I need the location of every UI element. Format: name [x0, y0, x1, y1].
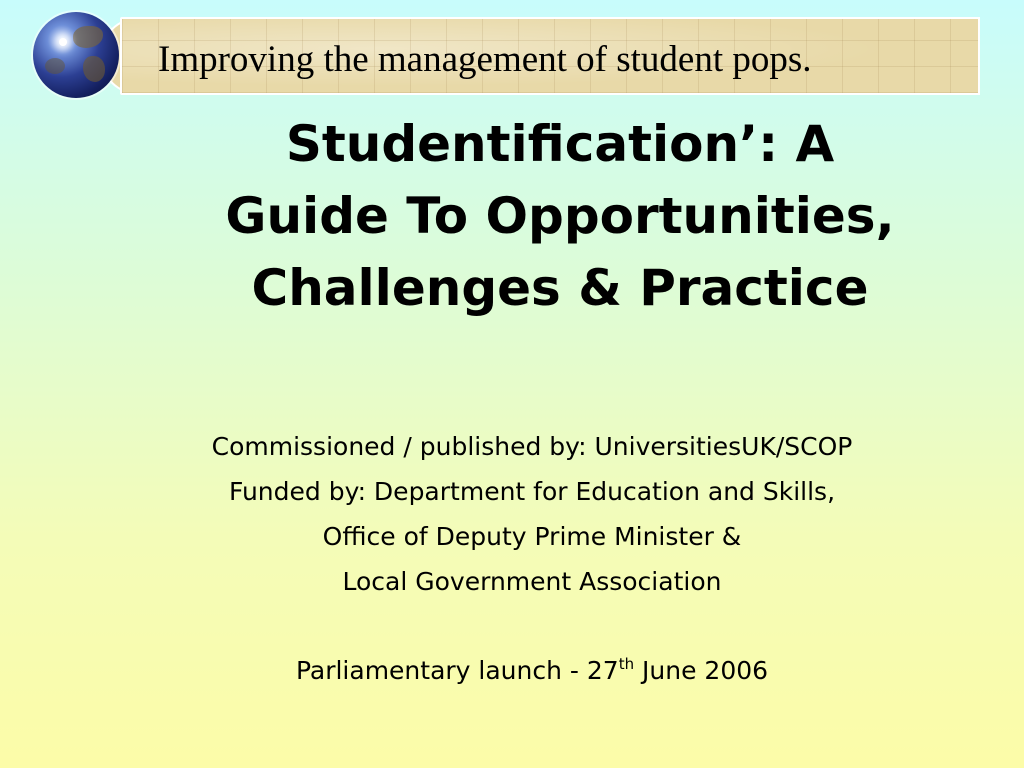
main-title-line: Studentification’: A: [285, 115, 835, 173]
main-title: [100, 108, 1020, 324]
launch-prefix: Parliamentary launch - 27: [295, 656, 619, 685]
main-title-line: Challenges & Practice: [251, 259, 869, 317]
globe-land-shape: [73, 26, 103, 48]
credits-block: [40, 424, 1024, 604]
credits-line: Commissioned / published by: UniversitiesUK/SCOP: [211, 432, 853, 461]
header-title: Improving the management of student pops.: [158, 39, 812, 80]
globe-icon: [33, 12, 119, 98]
launch-ordinal: th: [618, 655, 635, 673]
launch-date: [40, 648, 1024, 693]
globe-sparkle: [59, 38, 67, 46]
globe-land-shape: [83, 56, 105, 82]
launch-suffix: June 2006: [634, 656, 769, 685]
credits-line: Local Government Association: [342, 567, 722, 596]
main-title-line: Guide To Opportunities,: [225, 187, 895, 245]
credits-line: Funded by: Department for Education and Skills,: [228, 477, 836, 506]
credits-line: Office of Deputy Prime Minister &: [322, 522, 742, 551]
globe-land-shape: [45, 58, 65, 74]
